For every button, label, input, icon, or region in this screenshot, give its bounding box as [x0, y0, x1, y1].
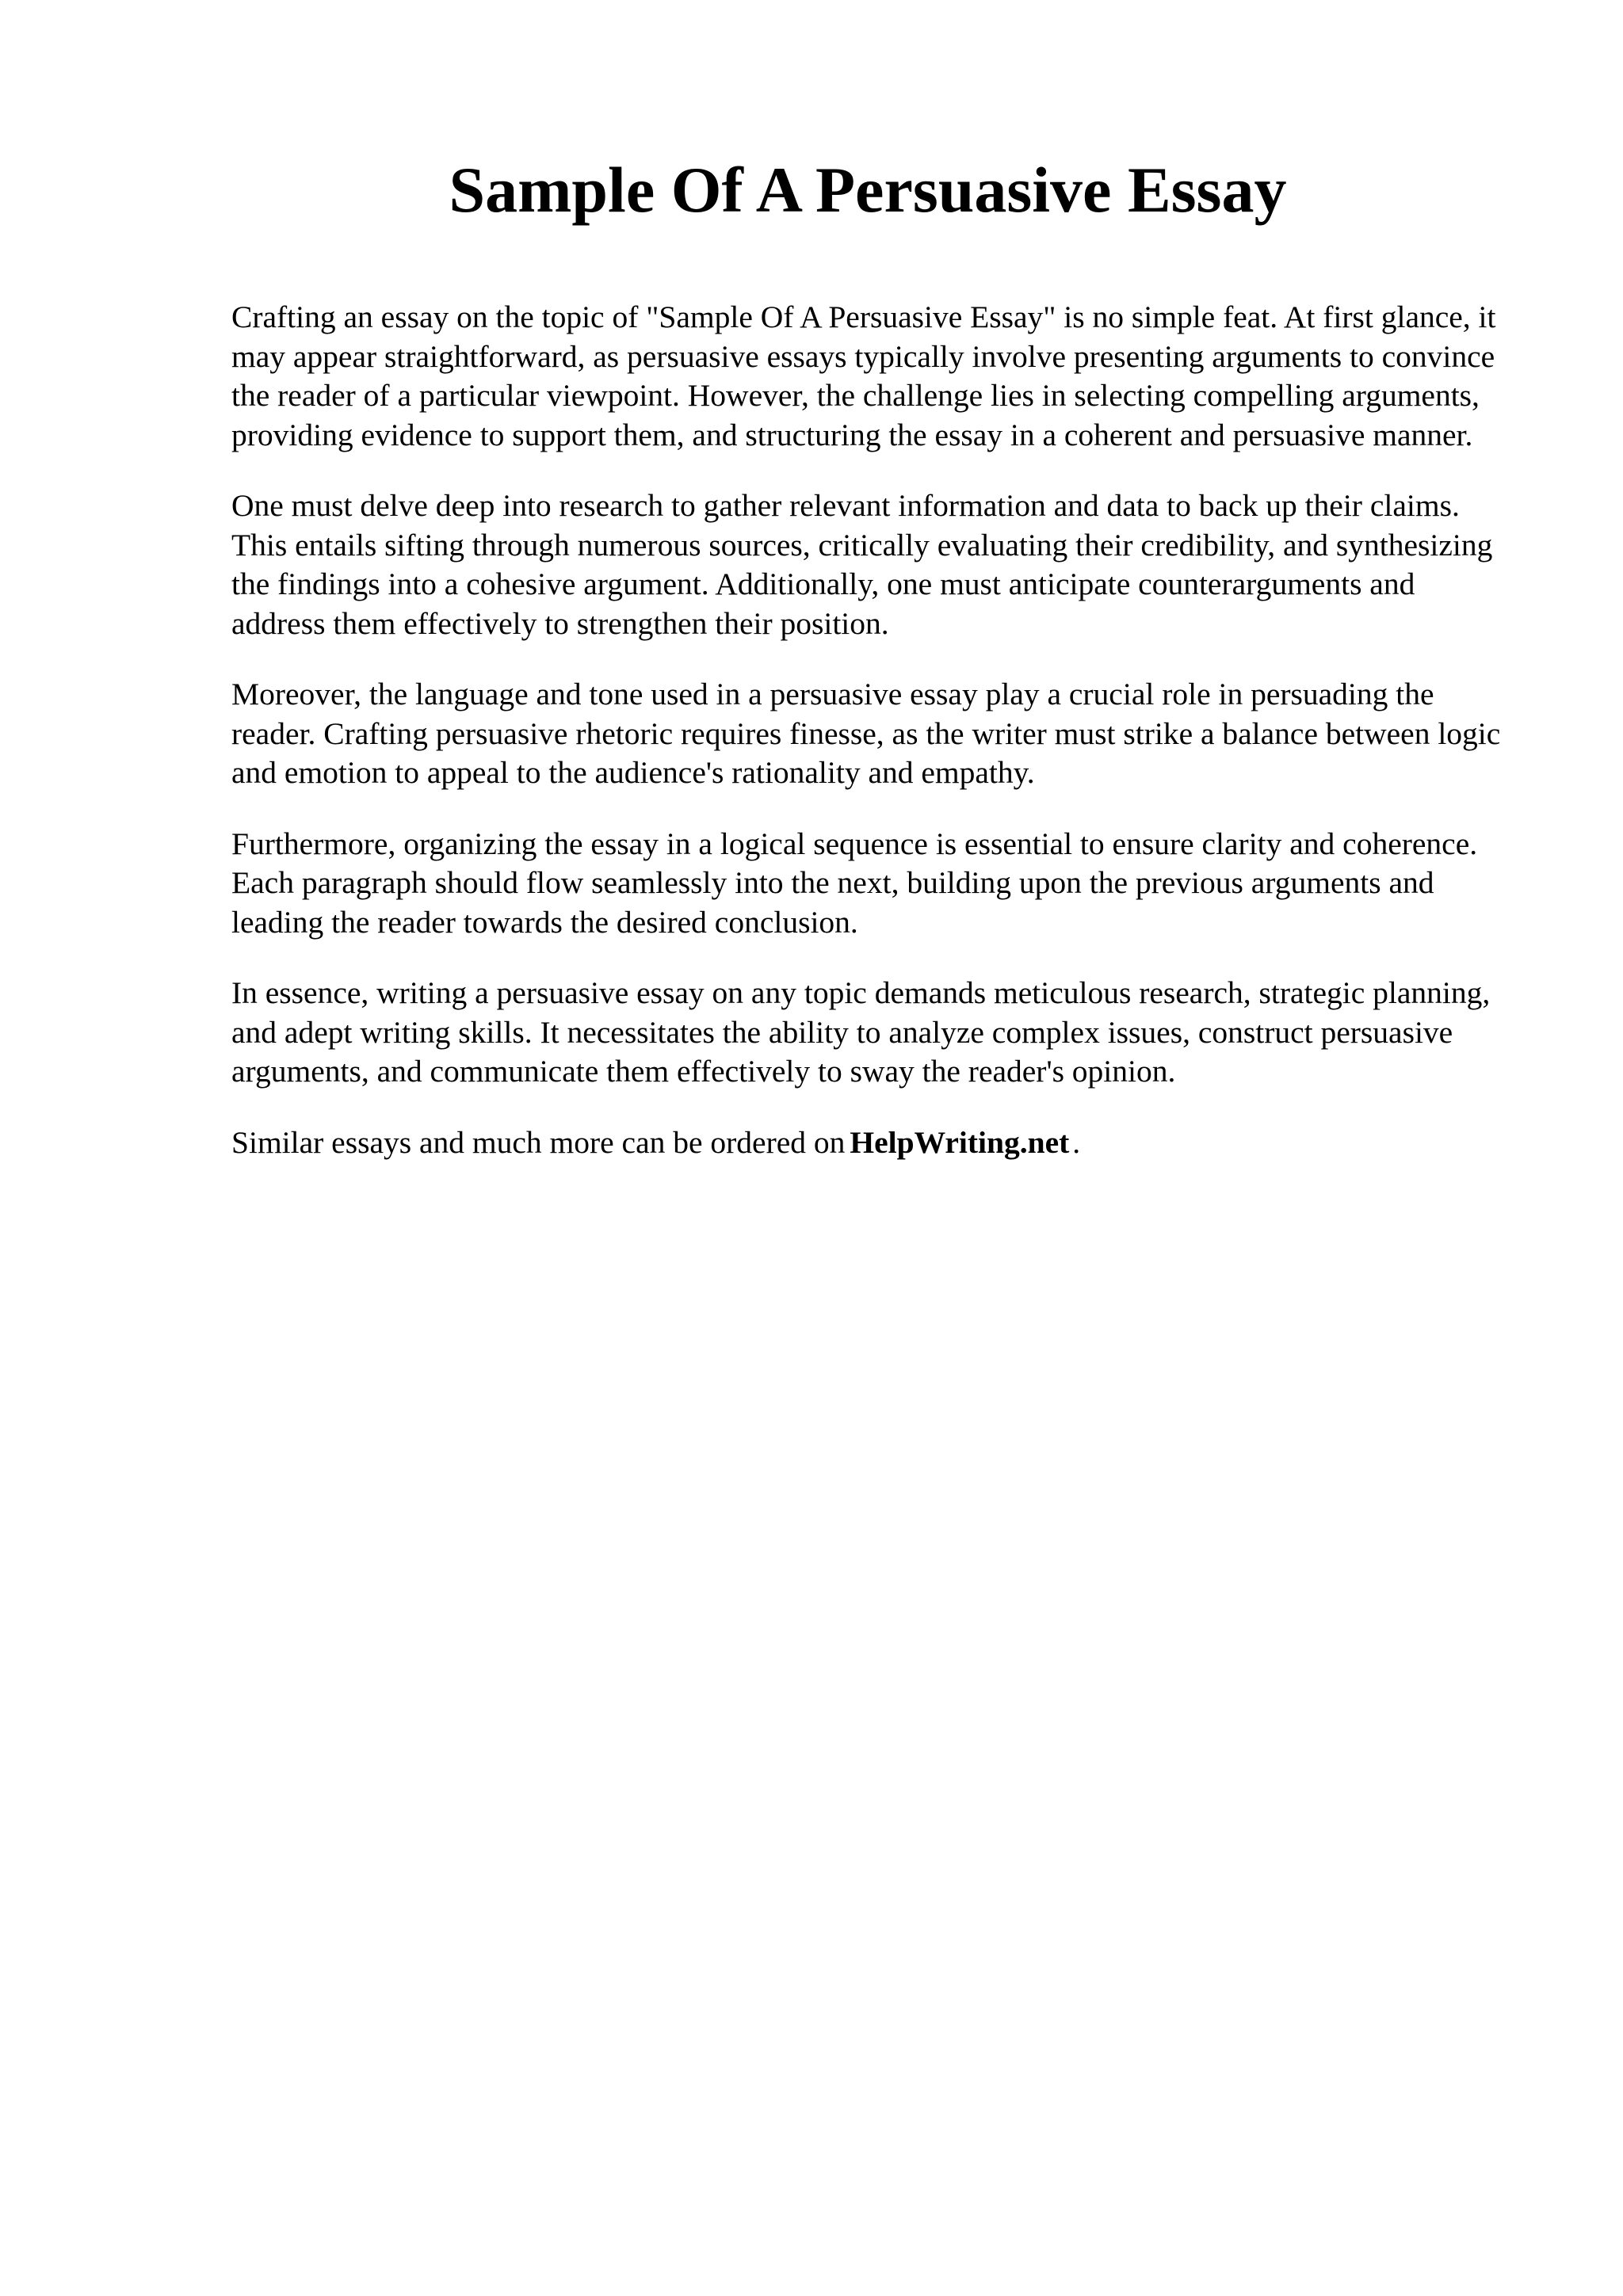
paragraph-4: Furthermore, organizing the essay in a logical sequence is essential to ensure clarity and coherence. Each paragraph should flow seamlessly into the next, building upon the previous arguments and leading the reader towards the desired conclusion.	[231, 826, 1478, 940]
paragraph-3: Moreover, the language and tone used in a persuasive essay play a crucial role in persuading the reader. Crafting persuasive rhetoric requires finesse, as the writer must strike a balance between logic and emotion to appeal to the audience's rationality and empathy.	[231, 677, 1501, 790]
footer-period: .	[1072, 1124, 1081, 1160]
footer-line	[231, 1123, 1511, 1163]
paragraph-2: One must delve deep into research to gather relevant information and data to back up their claims. This entails sifting through numerous sources, critically evaluating their credibility, and synthesizing the findings into a cohesive argument. Additionally, one must anticipate counterarguments and address them effectively to strengthen their position.	[231, 488, 1493, 641]
paragraph-1: Crafting an essay on the topic of "Sample Of A Persuasive Essay" is no simple feat. At first glance, it may appear straightforward, as persuasive essays typically involve presenting arguments to convince the reader of a particular viewpoint. However, the challenge lies in selecting compelling arguments, providing evidence to support them, and structuring the essay in a coherent and persuasive manner.	[231, 299, 1496, 452]
page-title: Sample Of A Persuasive Essay	[449, 154, 1287, 226]
helpwriting-link[interactable]: HelpWriting.net	[850, 1124, 1070, 1160]
paragraph-5: In essence, writing a persuasive essay on any topic demands meticulous research, strategic planning, and adept writing skills. It necessitates the ability to analyze complex issues, construct persuasive arguments, and communicate them effectively to sway the reader's opinion.	[231, 975, 1491, 1089]
footer-text: Similar essays and much more can be ordered on	[231, 1124, 846, 1160]
essay-body	[231, 298, 1511, 1194]
